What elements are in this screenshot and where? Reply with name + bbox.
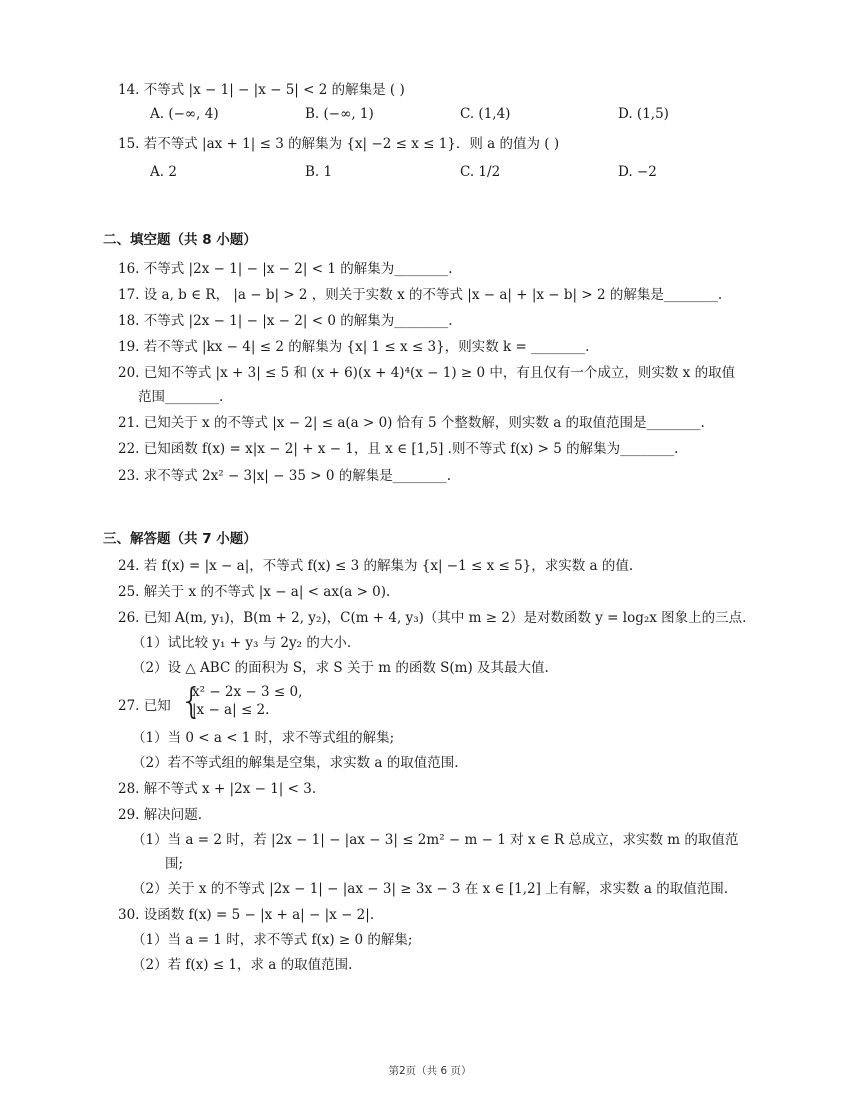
section-heading-solutions: 三、解答题（共 7 小题） <box>103 531 257 547</box>
question-27-part2: （2）若不等式组的解集是空集，求实数 a 的取值范围. <box>132 755 459 771</box>
question-15: 15. 若不等式 |ax + 1| ≤ 3 的解集为 {x| −2 ≤ x ≤ 1}．则 a 的值为 ( ) <box>118 136 560 152</box>
page-footer: 第2页（共 6 页） <box>388 1065 472 1077</box>
system-row-2: |x − a| ≤ 2. <box>192 702 270 718</box>
option-a: A. 2 <box>150 164 177 180</box>
question-26: 26. 已知 A(m, y₁)，B(m + 2, y₂)，C(m + 4, y₃)（其中 m ≥ 2）是对数函数 y = log₂x 图象上的三点. <box>118 610 747 626</box>
question-22: 22. 已知函数 f(x) = x|x − 2| + x − 1，且 x ∈ [1,5] .则不等式 f(x) > 5 的解集为________. <box>118 441 679 457</box>
brace-symbol: { <box>180 681 203 722</box>
question-29: 29. 解决问题. <box>118 807 203 823</box>
question-29-part2: （2）关于 x 的不等式 |2x − 1| − |ax − 3| ≥ 3x − 3 在 x ∈ [1,2] 上有解，求实数 a 的取值范围. <box>132 881 729 897</box>
question-18: 18. 不等式 |2x − 1| − |x − 2| < 0 的解集为________. <box>118 313 453 329</box>
question-24: 24. 若 f(x) = |x − a|，不等式 f(x) ≤ 3 的解集为 {x| −1 ≤ x ≤ 5}，求实数 a 的值. <box>118 558 634 574</box>
question-29-part1-cont: 围; <box>165 856 184 872</box>
question-29-part1: （1）当 a = 2 时，若 |2x − 1| − |ax − 3| ≤ 2m² − m − 1 对 x ∈ R 总成立，求实数 m 的取值范 <box>132 832 739 848</box>
question-16: 16. 不等式 |2x − 1| − |x − 2| < 1 的解集为________. <box>118 261 453 277</box>
option-d: D. −2 <box>618 164 657 180</box>
option-b: B. 1 <box>305 164 333 180</box>
section-heading-fill-in: 二、填空题（共 8 小题） <box>103 232 257 248</box>
question-28: 28. 解不等式 x + |2x − 1| < 3. <box>118 781 317 797</box>
question-25: 25. 解关于 x 的不等式 |x − a| < ax(a > 0). <box>118 584 391 600</box>
question-27-part1: （1）当 0 < a < 1 时，求不等式组的解集; <box>132 730 395 746</box>
question-26-part2: （2）设 △ ABC 的面积为 S，求 S 关于 m 的函数 S(m) 及其最大值. <box>132 660 549 676</box>
option-b: B. (−∞, 1) <box>305 106 374 122</box>
question-26-part1: （1）试比较 y₁ + y₃ 与 2y₂ 的大小. <box>132 635 352 651</box>
question-20-line1: 20. 已知不等式 |x + 3| ≤ 5 和 (x + 6)(x + 4)⁴(x − 1) ≥ 0 中，有且仅有一个成立，则实数 x 的取值 <box>118 365 736 381</box>
option-c: C. (1,4) <box>460 106 511 122</box>
question-14-options <box>150 104 710 124</box>
question-14: 14. 不等式 |x − 1| − |x − 5| < 2 的解集是 ( ) <box>118 82 405 98</box>
question-27-label: 27. 已知 <box>118 698 171 714</box>
question-19: 19. 若不等式 |kx − 4| ≤ 2 的解集为 {x| 1 ≤ x ≤ 3}，则实数 k = ________. <box>118 339 590 355</box>
question-21: 21. 已知关于 x 的不等式 |x − 2| ≤ a(a > 0) 恰有 5 个整数解，则实数 a 的取值范围是________. <box>118 415 705 431</box>
question-17: 17. 设 a, b ∈ R， |a − b| > 2 ，则关于实数 x 的不等式 |x − a| + |x − b| > 2 的解集是________. <box>118 287 723 303</box>
question-15-options <box>150 162 710 182</box>
option-d: D. (1,5) <box>618 106 669 122</box>
question-30: 30. 设函数 f(x) = 5 − |x + a| − |x − 2|. <box>118 907 375 923</box>
question-20-line2: 范围________. <box>138 389 224 405</box>
question-30-part2: （2）若 f(x) ≤ 1，求 a 的取值范围. <box>132 957 353 973</box>
system-row-1: x² − 2x − 3 ≤ 0, <box>192 684 303 700</box>
option-c: C. 1/2 <box>460 164 501 180</box>
question-27 <box>118 681 418 724</box>
question-23: 23. 求不等式 2x² − 3|x| − 35 > 0 的解集是________. <box>118 468 451 484</box>
question-30-part1: （1）当 a = 1 时，求不等式 f(x) ≥ 0 的解集; <box>132 932 413 948</box>
option-a: A. (−∞, 4) <box>150 106 219 122</box>
